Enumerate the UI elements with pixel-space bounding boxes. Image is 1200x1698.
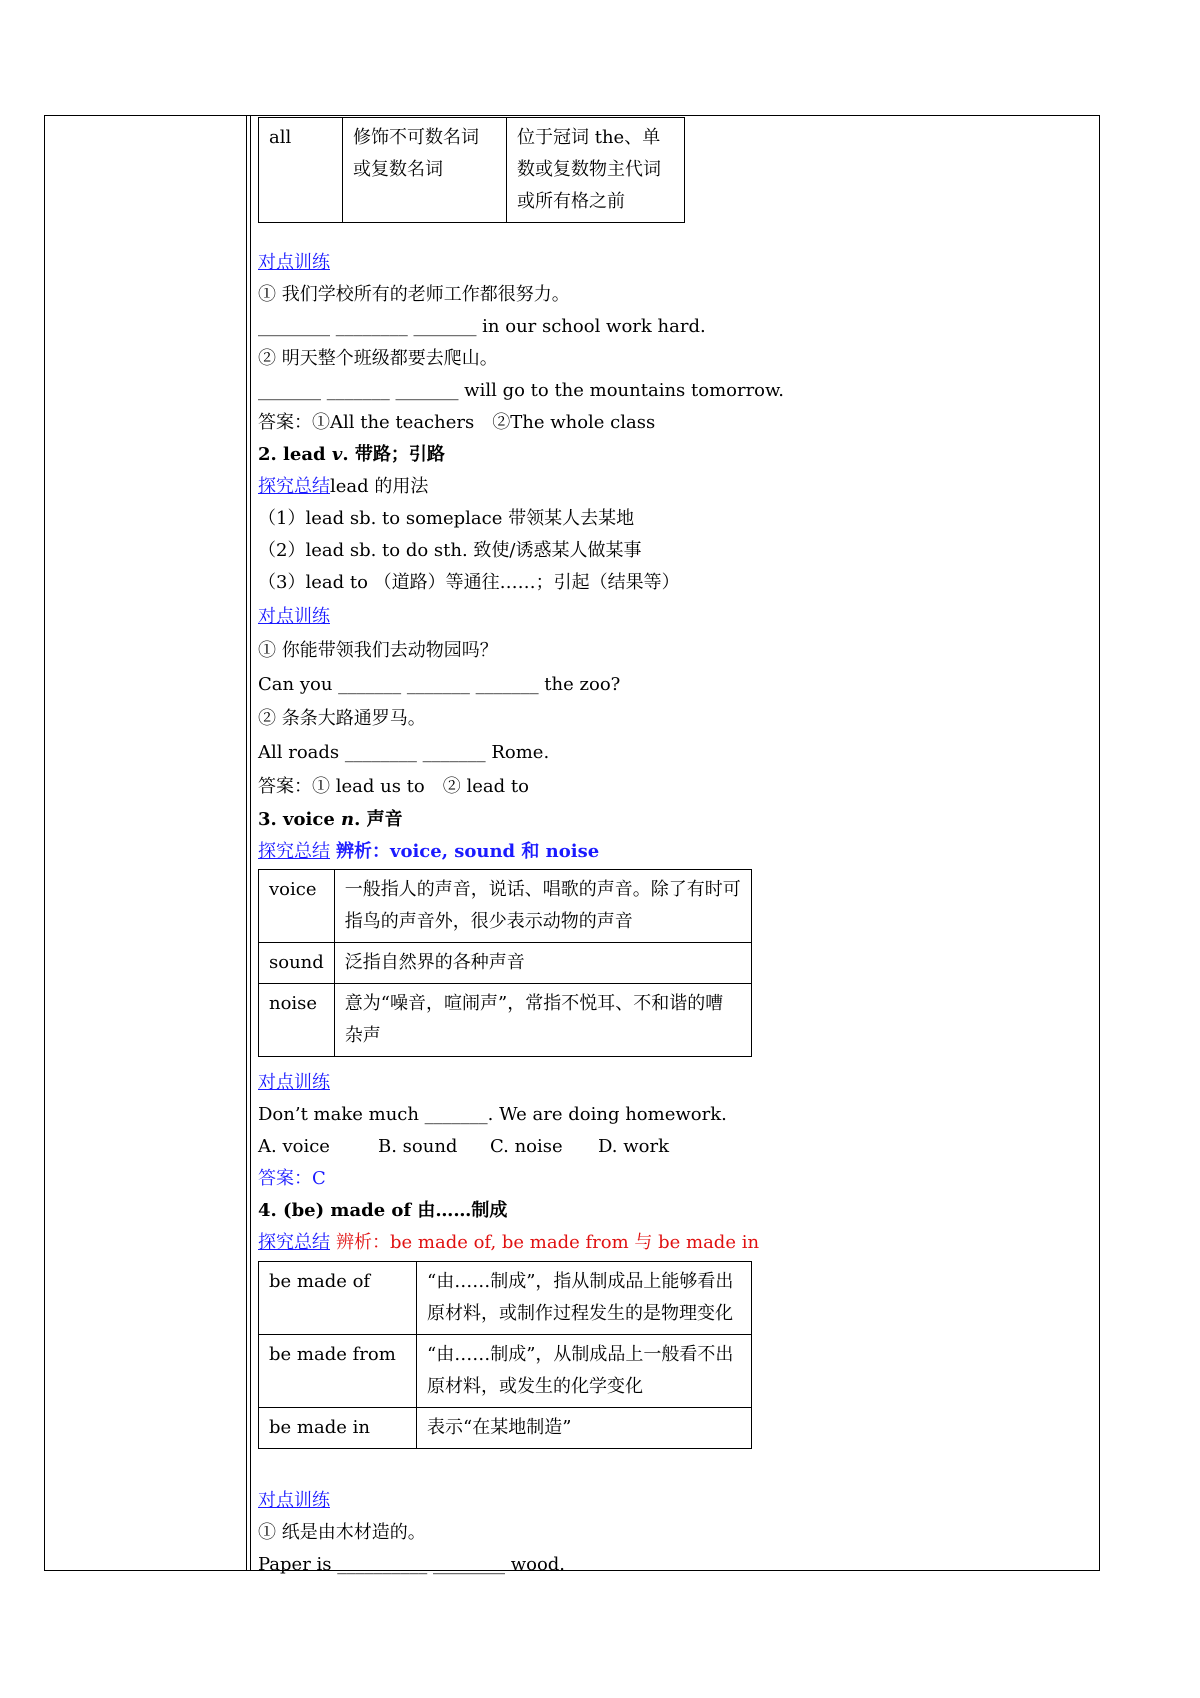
lead-usage-2: （2）lead sb. to do sth. 致使/诱惑某人做某事 <box>258 540 642 561</box>
table-row <box>259 984 752 1057</box>
desc-cell: 泛指自然界的各种声音 <box>334 943 751 984</box>
ex2-q2-cn: ② 条条大路通罗马。 <box>258 708 426 729</box>
ex1-q2-cn: ② 明天整个班级都要去爬山。 <box>258 348 498 369</box>
explore-heading: 探究总结 <box>258 476 330 497</box>
ex1-q1-cn: ① 我们学校所有的老师工作都很努力。 <box>258 284 570 305</box>
lead-usage-3: （3）lead to （道路）等通往……；引起（结果等） <box>258 572 680 593</box>
table-row <box>259 1335 752 1408</box>
word-cell: be made of <box>259 1262 417 1335</box>
ex1-answer: 答案：①All the teachers ②The whole class <box>258 412 656 433</box>
option-b: B. sound <box>378 1136 458 1157</box>
column-divider-inner <box>250 115 251 1571</box>
ex3-question: Don’t make much _______. We are doing homework. <box>258 1104 727 1125</box>
ex2-answer: 答案：① lead us to ② lead to <box>258 776 529 797</box>
section-2-title: 2. lead v. 带路；引路 <box>258 444 445 465</box>
word-cell: be made in <box>259 1408 417 1449</box>
all-usage-cell: 修饰不可数名词或复数名词 <box>343 118 507 223</box>
practice-heading: 对点训练 <box>258 1072 330 1093</box>
ex1-q1-en: ________ ________ _______ in our school work hard. <box>258 316 706 337</box>
practice-heading: 对点训练 <box>258 606 330 627</box>
all-position-cell: 位于冠词 the、单数或复数物主代词或所有格之前 <box>507 118 685 223</box>
section-4-explore: 探究总结 辨析：be made of, be made from 与 be made in <box>258 1232 760 1253</box>
word-cell: voice <box>259 870 335 943</box>
lead-usage-1: （1）lead sb. to someplace 带领某人去某地 <box>258 508 635 529</box>
desc-cell: 表示“在某地制造” <box>417 1408 752 1449</box>
section-3-title: 3. voice n. 声音 <box>258 809 403 830</box>
explore-heading: 探究总结 <box>258 1232 330 1253</box>
ex2-q2-en: All roads ________ _______ Rome. <box>258 742 550 763</box>
desc-cell: “由……制成”，从制成品上一般看不出原材料，或发生的化学变化 <box>417 1335 752 1408</box>
option-a: A. voice <box>258 1136 330 1157</box>
option-c: C. noise <box>490 1136 563 1157</box>
all-word-cell: all <box>259 118 343 223</box>
ex3-answer: 答案：C <box>258 1168 326 1189</box>
all-usage-table <box>258 117 685 223</box>
table-row <box>259 943 752 984</box>
table-row <box>259 1408 752 1449</box>
ex4-q1-en: Paper is __________ ________ wood. <box>258 1554 566 1575</box>
practice-heading: 对点训练 <box>258 252 330 273</box>
section-2-explore: 探究总结lead 的用法 <box>258 476 429 497</box>
word-cell: sound <box>259 943 335 984</box>
table-row <box>259 870 752 943</box>
column-divider <box>246 115 247 1571</box>
section-4-title: 4. (be) made of 由……制成 <box>258 1200 508 1221</box>
ex4-q1-cn: ① 纸是由木材造的。 <box>258 1522 426 1543</box>
ex2-q1-cn: ① 你能带领我们去动物园吗？ <box>258 640 498 661</box>
option-d: D. work <box>598 1136 669 1157</box>
word-cell: noise <box>259 984 335 1057</box>
desc-cell: “由……制成”，指从制成品上能够看出原材料，或制作过程发生的是物理变化 <box>417 1262 752 1335</box>
desc-cell: 意为“噪音，喧闹声”，常指不悦耳、不和谐的嘈杂声 <box>334 984 751 1057</box>
practice-heading: 对点训练 <box>258 1490 330 1511</box>
ex3-options <box>258 1135 669 1159</box>
table-row <box>259 1262 752 1335</box>
made-of-table <box>258 1261 752 1449</box>
voice-sound-noise-table <box>258 869 752 1057</box>
ex2-q1-en: Can you _______ _______ _______ the zoo? <box>258 674 621 695</box>
ex1-q2-en: _______ _______ _______ will go to the mountains tomorrow. <box>258 380 785 401</box>
section-3-explore: 探究总结 辨析：voice, sound 和 noise <box>258 841 600 862</box>
desc-cell: 一般指人的声音，说话、唱歌的声音。除了有时可指鸟的声音外，很少表示动物的声音 <box>334 870 751 943</box>
word-cell: be made from <box>259 1335 417 1408</box>
explore-heading: 探究总结 <box>258 841 330 862</box>
